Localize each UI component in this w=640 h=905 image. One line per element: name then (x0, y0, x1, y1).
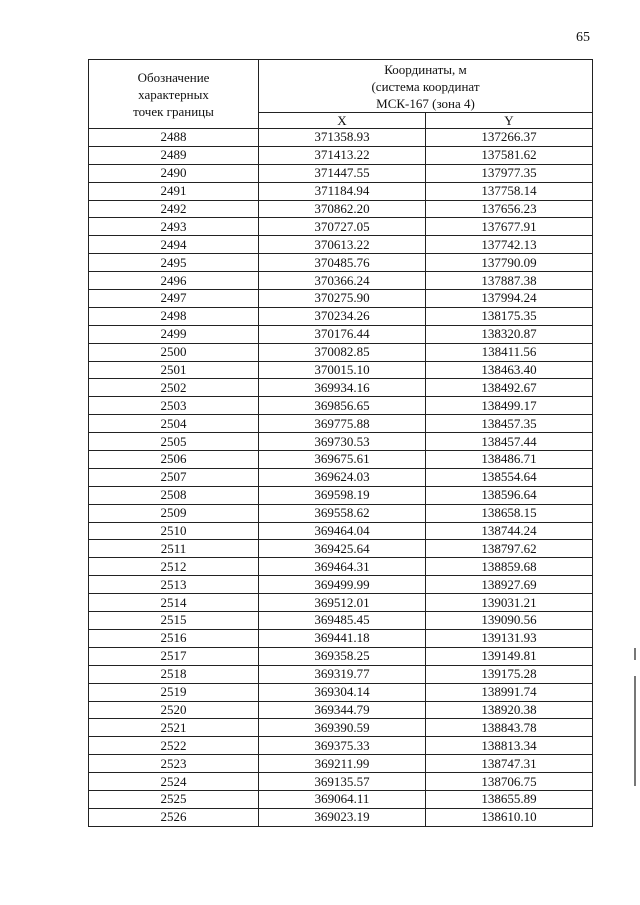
coordinates-header (259, 60, 593, 113)
x-coordinate-cell: 369856.65 (259, 397, 426, 415)
y-coordinate-cell: 138411.56 (426, 343, 593, 361)
designation-header-line: характерных (138, 86, 209, 102)
x-coordinate-cell: 369390.59 (259, 719, 426, 737)
point-id-cell: 2509 (89, 504, 259, 522)
point-id-cell: 2520 (89, 701, 259, 719)
point-id-cell: 2503 (89, 397, 259, 415)
y-coordinate-cell: 137266.37 (426, 129, 593, 147)
table-row (89, 665, 593, 683)
x-coordinate-cell: 369425.64 (259, 540, 426, 558)
point-id-cell: 2496 (89, 272, 259, 290)
y-coordinate-cell: 137758.14 (426, 182, 593, 200)
scan-edge-mark (634, 648, 636, 660)
scan-edge-mark (634, 676, 636, 786)
x-coordinate-cell: 369441.18 (259, 629, 426, 647)
x-coordinate-cell: 370275.90 (259, 290, 426, 308)
y-coordinate-cell: 138747.31 (426, 755, 593, 773)
point-id-cell: 2508 (89, 486, 259, 504)
point-id-cell: 2523 (89, 755, 259, 773)
x-coordinate-cell: 370862.20 (259, 200, 426, 218)
x-coordinate-cell: 371447.55 (259, 164, 426, 182)
y-coordinate-cell: 138658.15 (426, 504, 593, 522)
designation-header-line: Обозначение (137, 69, 210, 85)
point-id-cell: 2504 (89, 415, 259, 433)
table-row (89, 808, 593, 826)
table-row (89, 397, 593, 415)
table-row (89, 433, 593, 451)
x-coordinate-cell: 370176.44 (259, 325, 426, 343)
table-row (89, 719, 593, 737)
x-column-header: X (259, 113, 426, 129)
x-coordinate-cell: 369598.19 (259, 486, 426, 504)
table-row (89, 451, 593, 469)
table-row (89, 325, 593, 343)
table-row (89, 522, 593, 540)
table-row (89, 540, 593, 558)
y-coordinate-cell: 138706.75 (426, 773, 593, 791)
x-coordinate-cell: 369499.99 (259, 576, 426, 594)
table-row (89, 737, 593, 755)
point-id-cell: 2518 (89, 665, 259, 683)
point-id-cell: 2492 (89, 200, 259, 218)
table-row (89, 218, 593, 236)
table-row (89, 200, 593, 218)
y-coordinate-cell: 138920.38 (426, 701, 593, 719)
point-id-cell: 2513 (89, 576, 259, 594)
table-row (89, 164, 593, 182)
point-id-cell: 2495 (89, 254, 259, 272)
table-row (89, 558, 593, 576)
boundary-points-table (88, 59, 593, 827)
point-id-cell: 2522 (89, 737, 259, 755)
table-row (89, 773, 593, 791)
table-row (89, 182, 593, 200)
y-coordinate-cell: 138797.62 (426, 540, 593, 558)
x-coordinate-cell: 369512.01 (259, 594, 426, 612)
point-id-cell: 2502 (89, 379, 259, 397)
y-coordinate-cell: 138320.87 (426, 325, 593, 343)
y-coordinate-cell: 137677.91 (426, 218, 593, 236)
y-coordinate-cell: 138813.34 (426, 737, 593, 755)
coordinates-header-line: (система координат (371, 78, 480, 94)
table-row (89, 576, 593, 594)
x-coordinate-cell: 369304.14 (259, 683, 426, 701)
point-id-cell: 2490 (89, 164, 259, 182)
table-row (89, 415, 593, 433)
table-row (89, 755, 593, 773)
y-coordinate-cell: 138610.10 (426, 808, 593, 826)
x-coordinate-cell: 370613.22 (259, 236, 426, 254)
y-coordinate-cell: 139090.56 (426, 612, 593, 630)
table-body (89, 129, 593, 827)
x-coordinate-cell: 369375.33 (259, 737, 426, 755)
table-row (89, 379, 593, 397)
y-coordinate-cell: 137742.13 (426, 236, 593, 254)
point-id-cell: 2516 (89, 629, 259, 647)
y-coordinate-cell: 139149.81 (426, 647, 593, 665)
y-coordinate-cell: 137581.62 (426, 146, 593, 164)
y-coordinate-cell: 137977.35 (426, 164, 593, 182)
point-id-cell: 2517 (89, 647, 259, 665)
table-row (89, 236, 593, 254)
point-id-cell: 2498 (89, 307, 259, 325)
x-coordinate-cell: 370727.05 (259, 218, 426, 236)
point-id-cell: 2519 (89, 683, 259, 701)
point-id-cell: 2511 (89, 540, 259, 558)
point-id-cell: 2500 (89, 343, 259, 361)
point-id-cell: 2499 (89, 325, 259, 343)
x-coordinate-cell: 369558.62 (259, 504, 426, 522)
table-row (89, 790, 593, 808)
table-header (89, 60, 593, 129)
table-row (89, 504, 593, 522)
x-coordinate-cell: 369211.99 (259, 755, 426, 773)
point-id-cell: 2524 (89, 773, 259, 791)
x-coordinate-cell: 369624.03 (259, 468, 426, 486)
x-coordinate-cell: 370082.85 (259, 343, 426, 361)
point-id-cell: 2501 (89, 361, 259, 379)
x-coordinate-cell: 371184.94 (259, 182, 426, 200)
point-id-cell: 2510 (89, 522, 259, 540)
y-coordinate-cell: 138554.64 (426, 468, 593, 486)
x-coordinate-cell: 369485.45 (259, 612, 426, 630)
table-row (89, 612, 593, 630)
x-coordinate-cell: 369775.88 (259, 415, 426, 433)
y-coordinate-cell: 138927.69 (426, 576, 593, 594)
x-coordinate-cell: 370234.26 (259, 307, 426, 325)
table-row (89, 683, 593, 701)
x-coordinate-cell: 371358.93 (259, 129, 426, 147)
y-coordinate-cell: 138463.40 (426, 361, 593, 379)
coordinates-header-line: Координаты, м (384, 61, 467, 77)
y-coordinate-cell: 138859.68 (426, 558, 593, 576)
table-row (89, 629, 593, 647)
table-row (89, 146, 593, 164)
x-coordinate-cell: 371413.22 (259, 146, 426, 164)
x-coordinate-cell: 370485.76 (259, 254, 426, 272)
table-row (89, 647, 593, 665)
y-coordinate-cell: 137994.24 (426, 290, 593, 308)
point-id-cell: 2489 (89, 146, 259, 164)
y-coordinate-cell: 139175.28 (426, 665, 593, 683)
x-coordinate-cell: 369319.77 (259, 665, 426, 683)
designation-header (89, 60, 259, 129)
x-coordinate-cell: 369344.79 (259, 701, 426, 719)
y-coordinate-cell: 138486.71 (426, 451, 593, 469)
x-coordinate-cell: 369730.53 (259, 433, 426, 451)
y-coordinate-cell: 138596.64 (426, 486, 593, 504)
x-coordinate-cell: 370015.10 (259, 361, 426, 379)
y-coordinate-cell: 138457.44 (426, 433, 593, 451)
point-id-cell: 2488 (89, 129, 259, 147)
x-coordinate-cell: 369675.61 (259, 451, 426, 469)
y-coordinate-cell: 138492.67 (426, 379, 593, 397)
point-id-cell: 2491 (89, 182, 259, 200)
point-id-cell: 2506 (89, 451, 259, 469)
y-coordinate-cell: 137790.09 (426, 254, 593, 272)
table-row (89, 701, 593, 719)
point-id-cell: 2494 (89, 236, 259, 254)
point-id-cell: 2515 (89, 612, 259, 630)
y-coordinate-cell: 138991.74 (426, 683, 593, 701)
y-coordinate-cell: 137656.23 (426, 200, 593, 218)
point-id-cell: 2525 (89, 790, 259, 808)
table-row (89, 290, 593, 308)
point-id-cell: 2507 (89, 468, 259, 486)
designation-header-line: точек границы (133, 103, 214, 119)
point-id-cell: 2497 (89, 290, 259, 308)
x-coordinate-cell: 369464.04 (259, 522, 426, 540)
table-row (89, 343, 593, 361)
table-row (89, 468, 593, 486)
point-id-cell: 2512 (89, 558, 259, 576)
table-row (89, 129, 593, 147)
point-id-cell: 2505 (89, 433, 259, 451)
point-id-cell: 2521 (89, 719, 259, 737)
table-row (89, 486, 593, 504)
x-coordinate-cell: 369358.25 (259, 647, 426, 665)
x-coordinate-cell: 370366.24 (259, 272, 426, 290)
x-coordinate-cell: 369135.57 (259, 773, 426, 791)
point-id-cell: 2493 (89, 218, 259, 236)
table-row (89, 307, 593, 325)
table-row (89, 254, 593, 272)
y-coordinate-cell: 138843.78 (426, 719, 593, 737)
y-coordinate-cell: 138457.35 (426, 415, 593, 433)
x-coordinate-cell: 369464.31 (259, 558, 426, 576)
point-id-cell: 2514 (89, 594, 259, 612)
coordinates-header-line: МСК-167 (зона 4) (376, 95, 475, 111)
y-coordinate-cell: 138175.35 (426, 307, 593, 325)
page-number: 65 (576, 30, 590, 45)
y-column-header: Y (426, 113, 593, 129)
x-coordinate-cell: 369023.19 (259, 808, 426, 826)
y-coordinate-cell: 139031.21 (426, 594, 593, 612)
table-row (89, 361, 593, 379)
y-coordinate-cell: 138499.17 (426, 397, 593, 415)
x-coordinate-cell: 369064.11 (259, 790, 426, 808)
point-id-cell: 2526 (89, 808, 259, 826)
x-coordinate-cell: 369934.16 (259, 379, 426, 397)
y-coordinate-cell: 138744.24 (426, 522, 593, 540)
table-row (89, 272, 593, 290)
y-coordinate-cell: 137887.38 (426, 272, 593, 290)
table-row (89, 594, 593, 612)
y-coordinate-cell: 138655.89 (426, 790, 593, 808)
y-coordinate-cell: 139131.93 (426, 629, 593, 647)
